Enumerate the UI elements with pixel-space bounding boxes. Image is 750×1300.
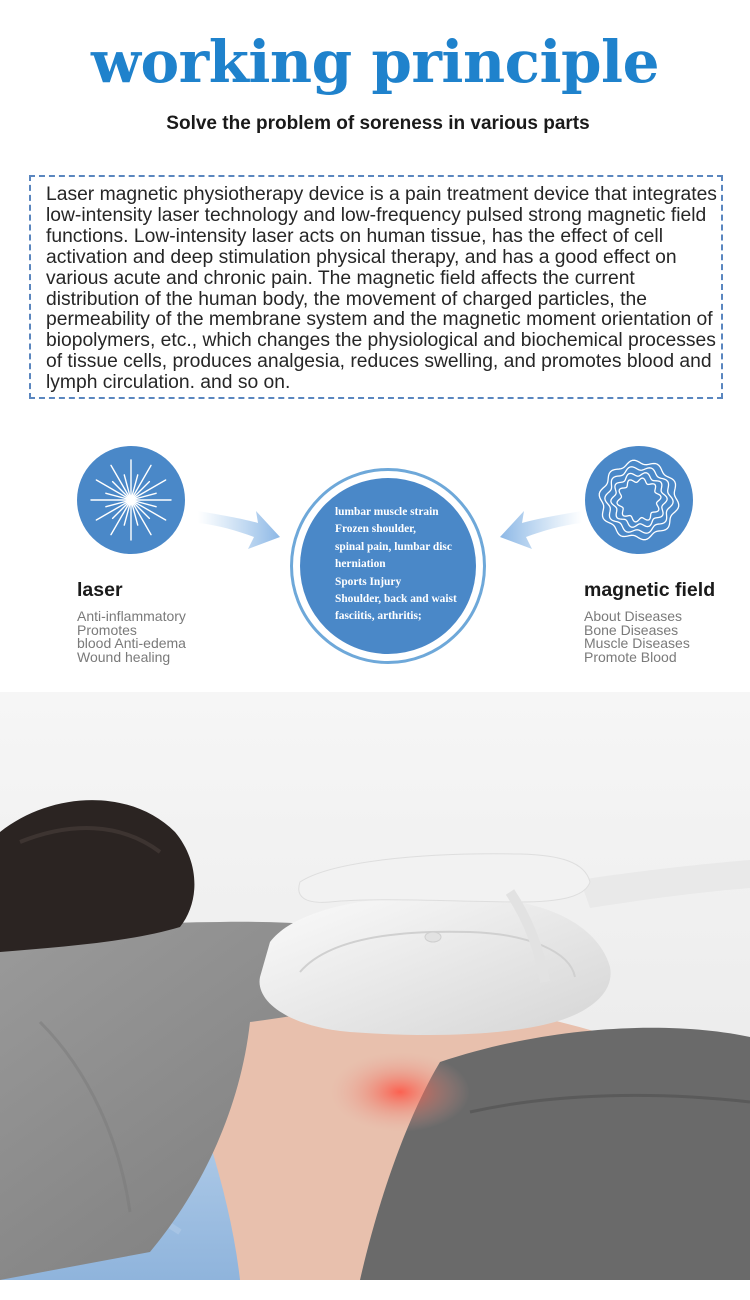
description-text: Laser magnetic physiotherapy device is a pain treatment device that integrates low-intensity laser technology and low-frequency pulsed strong magnetic field functions. Low-intensity laser acts on human tissue, has the effect of cell activation and deep stimulation physical therapy, and has a good effect on various acute and chronic pain. The magnetic field affects the current distribution of the human body, the movement of charged particles, the permeability of the membrane system and the magnetic moment orientation of biopolymers, etc., which changes the physiological and biochemical processes of tissue cells, produces analgesia, reduces swelling, and promotes blood and lymph circulation. and so on. [46, 184, 717, 394]
list-item: Anti-inflammatory [77, 608, 186, 624]
page-title: working principle [91, 28, 659, 96]
conditions-circle [290, 468, 486, 664]
list-item: Shoulder, back and waist [335, 593, 457, 606]
description-box [29, 175, 723, 399]
list-item: lumbar muscle strain [335, 506, 439, 518]
list-item: Promotes [77, 621, 137, 638]
list-item: Bone Diseases [584, 621, 679, 638]
list-item: Frozen shoulder, [335, 523, 417, 536]
laser-burst-icon [77, 446, 185, 554]
list-item: Promote Blood [584, 648, 677, 665]
list-item: herniation [335, 558, 386, 571]
magnetic-wave-icon [585, 446, 693, 554]
left-arrow-icon [192, 497, 292, 557]
list-item: blood Anti-edema [77, 635, 186, 651]
list-item: spinal pain, lumbar disc [335, 540, 452, 553]
list-item: About Diseases [584, 608, 683, 624]
page-subtitle: Solve the problem of soreness in various parts [166, 113, 590, 134]
laser-title: laser [77, 579, 123, 601]
list-item: Muscle Diseases [584, 635, 690, 651]
magnetic-benefits-list [584, 610, 690, 664]
laser-benefits-list [77, 610, 186, 664]
list-item: fasciitis, arthritis; [335, 610, 422, 623]
magnetic-field-title: magnetic field [584, 579, 716, 601]
list-item: Sports Injury [335, 575, 402, 588]
right-arrow-icon [488, 497, 588, 557]
conditions-list [335, 504, 457, 626]
device-treatment-photo [0, 692, 750, 1280]
list-item: Wound healing [77, 648, 171, 665]
